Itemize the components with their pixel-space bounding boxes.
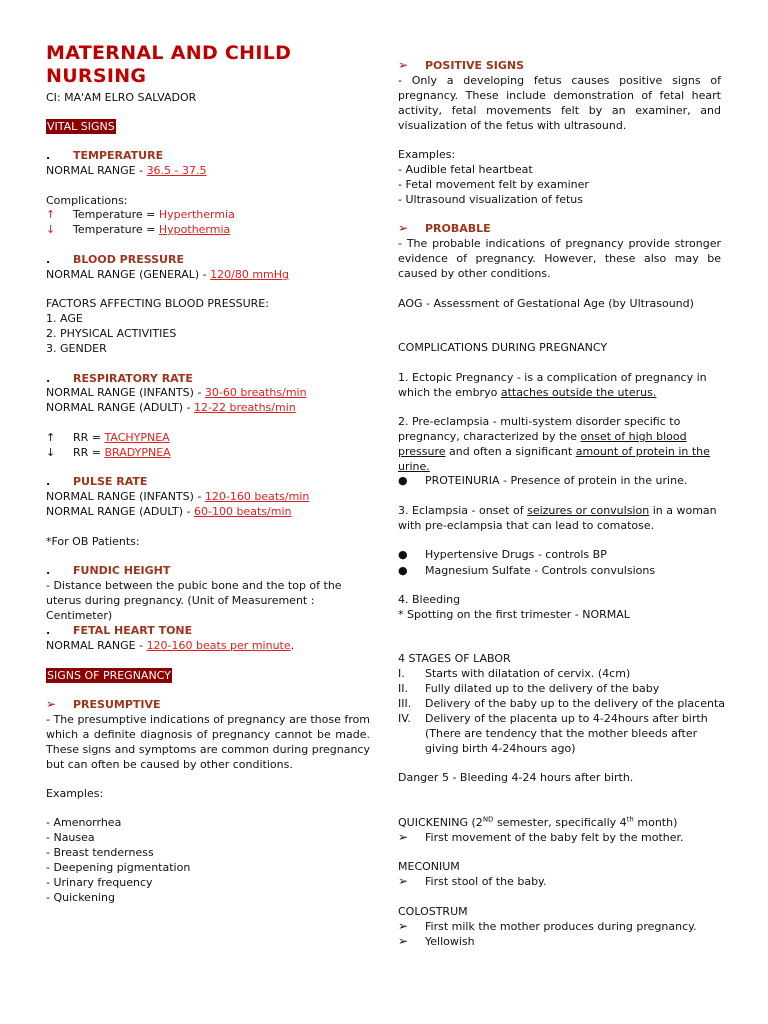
- aog-text: AOG - Assessment of Gestational Age (by Ultrasound): [398, 297, 694, 310]
- bp-header: . BLOOD PRESSURE: [46, 253, 184, 266]
- labor-stage: I. Starts with dilatation of cervix. (4cm): [398, 667, 631, 680]
- list-item: - Deepening pigmentation: [46, 861, 191, 874]
- bullet-icon: ●: [398, 548, 408, 561]
- probable-text: - The probable indications of pregnancy provide stronger evidence of pregnancy. However, these also may be caused by other conditions.: [398, 237, 721, 280]
- instructor: CI: MA'AM ELRO SALVADOR: [46, 91, 197, 104]
- arrow-bullet-icon: ➢: [46, 697, 57, 711]
- bleeding-text: 4. Bleeding: [398, 593, 461, 606]
- arrow-up-icon: ↑: [46, 208, 56, 221]
- bullet-icon: ●: [398, 564, 408, 577]
- fetal-header: . FETAL HEART TONE: [46, 624, 193, 637]
- preeclampsia-text: 2. Pre-eclampsia - multi-system disorder specific to pregnancy, characterized by the onset of high blood pressure and often a significant amount of protein in the urine.: [398, 415, 710, 473]
- colostrum-item: ➢ First milk the mother produces during pregnancy.: [398, 919, 697, 933]
- quickening-header: QUICKENING (2ND semester, specifically 4th month): [398, 815, 678, 829]
- bp-normal: NORMAL RANGE (GENERAL) - 120/80 mmHg: [46, 268, 290, 281]
- page-title: MATERNAL AND CHILD NURSING: [46, 42, 292, 87]
- colostrum-header: COLOSTRUM: [398, 905, 468, 918]
- pulse-infants: NORMAL RANGE (INFANTS) - 120-160 beats/min: [46, 490, 310, 503]
- drug-item: ● Magnesium Sulfate - Controls convulsions: [398, 564, 656, 577]
- positive-header: ➢ POSITIVE SIGNS: [398, 58, 525, 72]
- list-item: - Audible fetal heartbeat: [398, 163, 533, 176]
- temp-down: ↓ Temperature = Hypothermia: [46, 223, 231, 236]
- labor-stage: IV. Delivery of the placenta up to 4-24hours after birth (There are tendency that the mother bleeds after giving birth 4-24hours ago): [398, 712, 708, 755]
- meconium-item: ➢ First stool of the baby.: [398, 874, 547, 888]
- fetal-normal: NORMAL RANGE - 120-160 beats per minute.: [46, 639, 295, 652]
- complications-label: Complications:: [46, 194, 128, 207]
- arrow-down-icon: ↓: [46, 223, 56, 236]
- labor-stage: III. Delivery of the baby up to the delivery of the placenta: [398, 697, 725, 710]
- arrow-bullet-icon: ➢: [398, 58, 409, 72]
- rr-down: ↓ RR = BRADYPNEA: [46, 446, 171, 459]
- danger-text: Danger 5 - Bleeding 4-24 hours after birth.: [398, 771, 634, 784]
- spotting-text: * Spotting on the first trimester - NORMAL: [398, 608, 630, 621]
- list-item: - Fetal movement felt by examiner: [398, 178, 589, 191]
- presumptive-examples-label: Examples:: [46, 787, 104, 800]
- colostrum-item: ➢ Yellowish: [398, 934, 475, 948]
- rr-infants: NORMAL RANGE (INFANTS) - 30-60 breaths/min: [46, 386, 307, 399]
- list-item: - Ultrasound visualization of fetus: [398, 193, 583, 206]
- temperature-header: . TEMPERATURE: [46, 149, 164, 162]
- complications-header: COMPLICATIONS DURING PREGNANCY: [398, 341, 608, 354]
- labor-header: 4 STAGES OF LABOR: [398, 652, 511, 665]
- bullet-icon: ●: [398, 474, 408, 487]
- presumptive-text: - The presumptive indications of pregnancy are those from which a definite diagnosis of pregnancy cannot be made. These signs and symptoms are common during pregnancy but can often be caused by other conditions.: [46, 713, 370, 771]
- arrow-bullet-icon: ➢: [398, 830, 409, 844]
- fundic-header: . FUNDIC HEIGHT: [46, 564, 171, 577]
- pulse-header: . PULSE RATE: [46, 475, 148, 488]
- quickening-item: ➢ First movement of the baby felt by the mother.: [398, 830, 684, 844]
- presumptive-header: ➢ PRESUMPTIVE: [46, 697, 161, 711]
- list-item: - Quickening: [46, 891, 115, 904]
- bp-factor: 1. AGE: [46, 312, 83, 325]
- list-item: - Breast tenderness: [46, 846, 154, 859]
- ob-note: *For OB Patients:: [46, 535, 140, 548]
- list-item: - Urinary frequency: [46, 876, 153, 889]
- rr-adult: NORMAL RANGE (ADULT) - 12-22 breaths/min: [46, 401, 296, 414]
- bp-factors-label: FACTORS AFFECTING BLOOD PRESSURE:: [46, 297, 269, 310]
- list-item: - Nausea: [46, 831, 95, 844]
- temperature-normal: NORMAL RANGE - 36.5 - 37.5: [46, 164, 207, 177]
- rr-up: ↑ RR = TACHYPNEA: [46, 431, 170, 444]
- probable-header: ➢ PROBABLE: [398, 221, 491, 235]
- arrow-up-icon: ↑: [46, 431, 56, 444]
- positive-text: - Only a developing fetus causes positive signs of pregnancy. These include demonstration of fetal heart activity, fetal movements felt by an examiner, and visualization of the fetus with ultrasound.: [398, 74, 721, 132]
- drug-item: ● Hypertensive Drugs - controls BP: [398, 548, 607, 561]
- bp-factor: 2. PHYSICAL ACTIVITIES: [46, 327, 177, 340]
- fundic-text: - Distance between the pubic bone and the top of the uterus during pregnancy. (Unit of Measurement : Centimeter): [46, 579, 342, 622]
- bp-factor: 3. GENDER: [46, 342, 107, 355]
- positive-examples-label: Examples:: [398, 148, 456, 161]
- arrow-bullet-icon: ➢: [398, 874, 409, 888]
- rr-header: . RESPIRATORY RATE: [46, 372, 193, 385]
- meconium-header: MECONIUM: [398, 860, 460, 873]
- arrow-bullet-icon: ➢: [398, 919, 409, 933]
- arrow-down-icon: ↓: [46, 446, 56, 459]
- ectopic-text: 1. Ectopic Pregnancy - is a complication of pregnancy in which the embryo attaches outside the uterus.: [398, 371, 707, 399]
- pulse-adult: NORMAL RANGE (ADULT) - 60-100 beats/min: [46, 505, 292, 518]
- arrow-bullet-icon: ➢: [398, 934, 409, 948]
- temp-up: ↑ Temperature = Hyperthermia: [46, 208, 235, 221]
- labor-stage: II. Fully dilated up to the delivery of the baby: [398, 682, 660, 695]
- arrow-bullet-icon: ➢: [398, 221, 409, 235]
- proteinuria-item: ● PROTEINURIA - Presence of protein in the urine.: [398, 474, 688, 487]
- eclampsia-text: 3. Eclampsia - onset of seizures or convulsion in a woman with pre-eclampsia that can lead to comatose.: [398, 504, 717, 532]
- signs-tag: SIGNS OF PREGNANCY: [47, 669, 171, 682]
- list-item: - Amenorrhea: [46, 816, 122, 829]
- vital-signs-tag: VITAL SIGNS: [47, 120, 115, 133]
